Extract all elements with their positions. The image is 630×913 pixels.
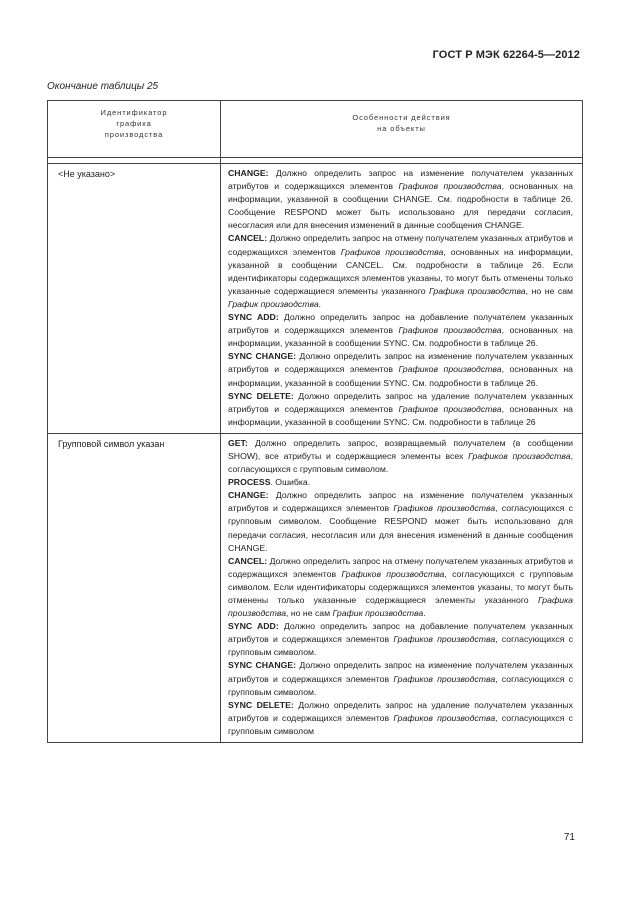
object-reference: Графика производства (429, 285, 526, 296)
action-text: Должно определить запрос на удаление получателем указанных атрибутов и содержащихся элементов (228, 699, 573, 723)
object-reference: Графиков производства (398, 181, 502, 192)
action-text: . (318, 298, 322, 309)
action-term: CHANGE: (228, 168, 269, 178)
object-reference: Графиков производства (393, 634, 496, 645)
object-reference: Графиков производства (393, 673, 496, 684)
row-actions (221, 433, 583, 742)
object-reference: График производства (332, 608, 424, 619)
object-reference: Графиков производства (393, 503, 496, 514)
column-header-line: Особенности действия (352, 113, 451, 122)
action-text: . (423, 608, 426, 619)
action-entry (228, 232, 573, 311)
action-text: , согласующихся с групповым символом (228, 712, 574, 736)
requirements-table (47, 100, 583, 743)
object-reference: Графиков производства (468, 450, 571, 461)
action-entry (228, 699, 573, 738)
row-actions (221, 164, 583, 434)
action-text: Должно определить запрос на отмену получателем указанных атрибутов и содержащихся элементов (228, 555, 573, 579)
column-header-line: графика (116, 119, 152, 128)
action-entry (228, 659, 573, 698)
page-number: 71 (563, 832, 575, 843)
action-term: SYNC ADD: (228, 621, 279, 632)
action-text: , но не сам (525, 285, 574, 296)
object-reference: Графиков производства (398, 325, 502, 336)
object-reference: Графиков производства (340, 246, 444, 257)
action-entry (228, 489, 573, 554)
row-identifier: Групповой символ указан (48, 433, 221, 742)
standard-designation: ГОСТ Р МЭК 62264-5—2012 (432, 49, 580, 61)
column-header-line: на объекты (377, 124, 426, 133)
column-header-action (221, 101, 583, 158)
action-text: , согласующихся с групповым символом. Сообщение RESPOND может быть использовано для передачи согласия, несогласия или для внесения изменений в данные сообщения CHANGE. (228, 503, 574, 553)
action-text: , согласующихся с групповым символом. (228, 450, 573, 475)
table-row (48, 164, 583, 434)
action-text: , согласующихся с групповым символом. Если идентификаторы содержащихся элементов указаны, то могут быть отменены только указанные содержащиеся элементы указанного (228, 568, 573, 605)
object-reference: Графика производства (228, 595, 573, 619)
action-term: CHANGE: (228, 490, 269, 501)
action-term: PROCESS (228, 477, 271, 488)
action-entry (228, 311, 573, 350)
action-term: SYNC DELETE: (228, 699, 294, 710)
object-reference: График производства (228, 298, 319, 309)
action-text: Должно определить запрос на изменение получателем указанных атрибутов и содержащихся элементов (228, 168, 573, 192)
action-entry (228, 555, 573, 620)
action-text: , согласующихся с групповым символом. (228, 634, 574, 658)
object-reference: Графиков производства (393, 712, 496, 723)
action-text: Должно определить запрос на добавление получателем указанных атрибутов и содержащихся элементов (228, 621, 573, 645)
row-identifier: <Не указано> (48, 164, 221, 434)
table-header-row (48, 101, 583, 158)
action-text: , основанных на информации, указанной в сообщении CHANGE. См. подробности в таблице 26. Сообщение RESPOND может быть использовано для передачи согласия, несогласия или для внесения изменений в данные сообщения CHANGE. (228, 181, 573, 231)
action-entry (228, 437, 573, 476)
action-entry (228, 350, 573, 389)
action-text: Должно определить запрос на изменение получателем указанных атрибутов и содержащихся элементов (228, 351, 573, 375)
action-text: , но не сам (286, 608, 333, 619)
action-text: Должно определить запрос на изменение получателем указанных атрибутов и содержащихся элементов (228, 490, 573, 514)
action-term: SYNC ADD: (228, 312, 279, 323)
action-term: CANCEL: (228, 555, 268, 566)
column-header-line: Идентификатор (100, 108, 168, 117)
action-term: SYNC DELETE: (228, 390, 294, 401)
table-row (48, 433, 583, 742)
action-entry (228, 390, 573, 429)
table-caption: Окончание таблицы 25 (47, 81, 159, 92)
action-text: . Ошибка. (270, 477, 311, 488)
action-term: SYNC CHANGE: (228, 351, 297, 362)
action-term: CANCEL: (228, 233, 268, 244)
action-entry (228, 167, 573, 232)
action-text: , основанных на информации, указанной в сообщении SYNC. См. подробности в таблице 26. (228, 364, 573, 388)
action-text: Должно определить запрос на отмену получателем указанных атрибутов и содержащихся элементов (228, 233, 573, 257)
action-text: , основанных на информации, указанной в сообщении CANCEL. См. подробности в таблице 26. Если идентификаторы содержащихся элементов указаны, то могут быть отменены только указанные содержащиеся элементы указанного (228, 246, 574, 296)
object-reference: Графиков производства (398, 403, 502, 414)
object-reference: Графиков производства (398, 364, 502, 375)
action-term: GET: (228, 437, 248, 448)
object-reference: Графиков производства (341, 568, 445, 579)
action-text: Должно определить запрос, возвращаемый получателем (в сообщении SHOW), все атрибуты и содержащиеся элементы всех (228, 437, 573, 461)
action-text: , согласующихся с групповым символом. (228, 673, 574, 697)
action-term: SYNC CHANGE: (228, 660, 297, 671)
action-text: , основанных на информации, указанной в сообщении SYNC. См. подробности в таблице 26 (228, 403, 573, 427)
column-header-identifier (48, 101, 221, 158)
action-entry (228, 476, 573, 489)
action-text: , основанных на информации, указанной в сообщении SYNC. См. подробности в таблице 26. (228, 325, 573, 349)
action-text: Должно определить запрос на удаление получателем указанных атрибутов и содержащихся элементов (228, 390, 573, 414)
action-entry (228, 620, 573, 659)
column-header-line: производства (104, 130, 164, 139)
action-text: Должно определить запрос на изменение получателем указанных атрибутов и содержащихся элементов (228, 660, 573, 684)
action-text: Должно определить запрос на добавление получателем указанных атрибутов и содержащихся элементов (228, 312, 573, 336)
